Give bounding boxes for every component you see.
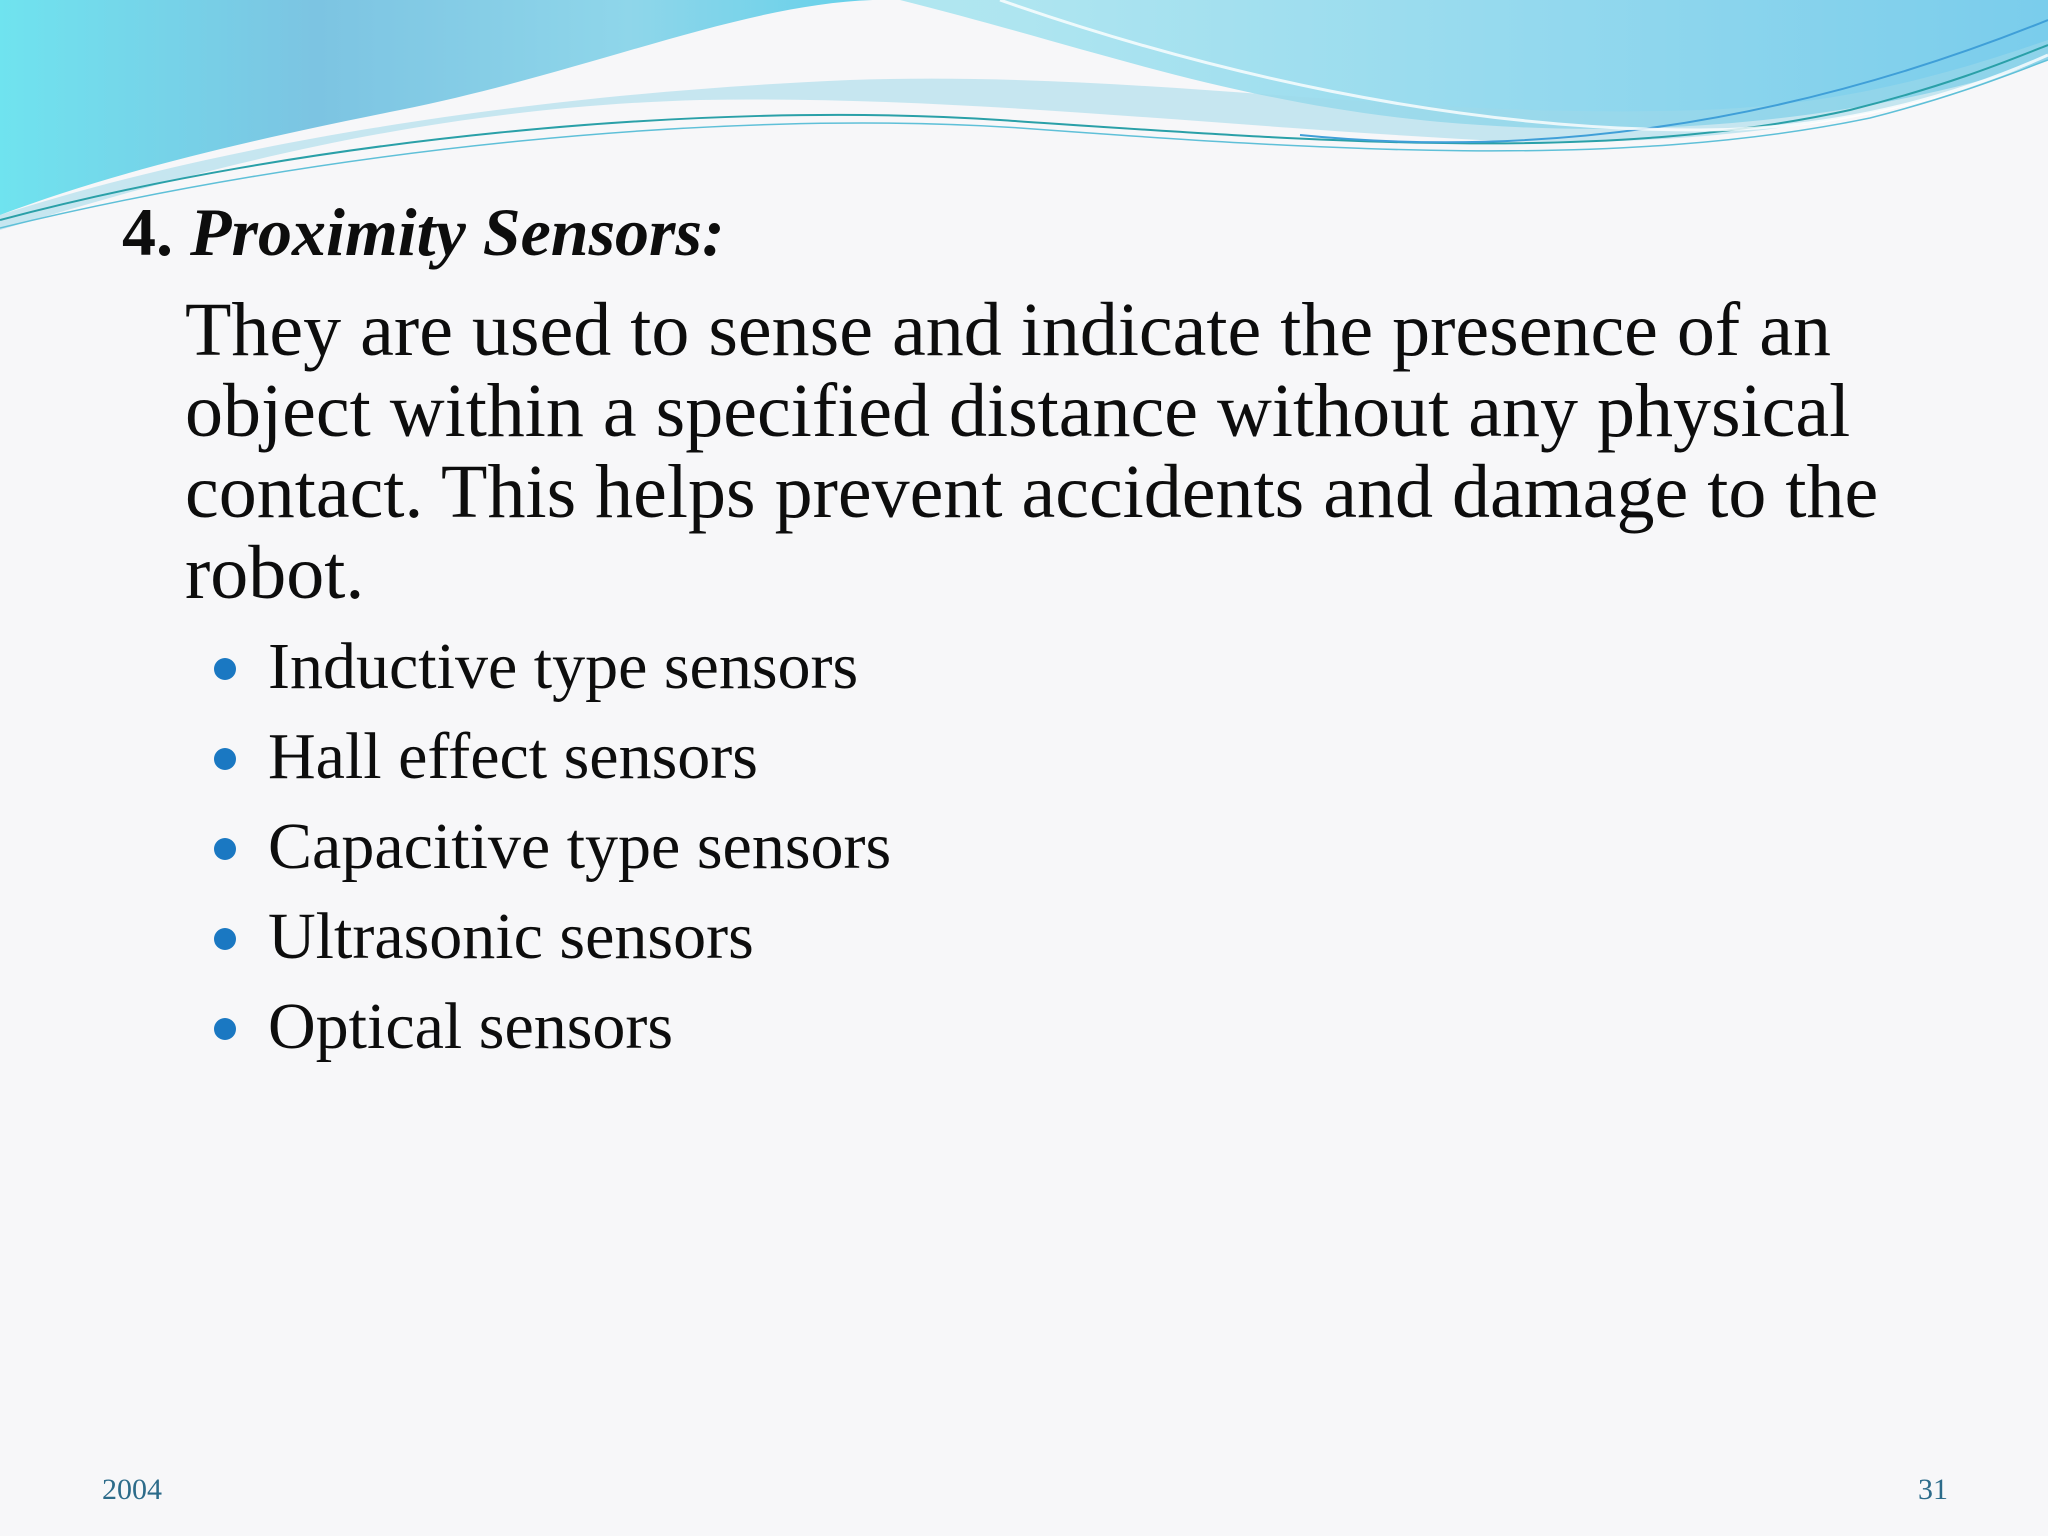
sensor-type-list [210,622,891,1072]
body-paragraph: They are used to sense and indicate the presence of an object within a specified distance without any physical contact. This helps prevent accidents and damage to the robot. [185,288,1879,615]
bullet-dot-icon [214,1018,236,1040]
title-text: Proximity Sensors: [190,194,725,270]
footer-date: 2004 [102,1473,162,1506]
title-number: 4. [122,194,173,270]
bullet-dot-icon [214,748,236,770]
bullet-dot-icon [214,838,236,860]
bullet-dot-icon [214,928,236,950]
list-item [210,622,891,712]
list-item-label: Ultrasonic sensors [268,900,754,973]
list-item-label: Optical sensors [268,990,674,1063]
slide-title [122,192,725,272]
list-item-label: Capacitive type sensors [268,810,892,883]
list-item [210,712,891,802]
bullet-dot-icon [214,658,236,680]
page-number: 31 [1918,1473,1948,1506]
list-item [210,982,891,1072]
list-item-label: Inductive type sensors [268,630,859,703]
list-item-label: Hall effect sensors [268,720,758,793]
list-item [210,802,891,892]
list-item [210,892,891,982]
